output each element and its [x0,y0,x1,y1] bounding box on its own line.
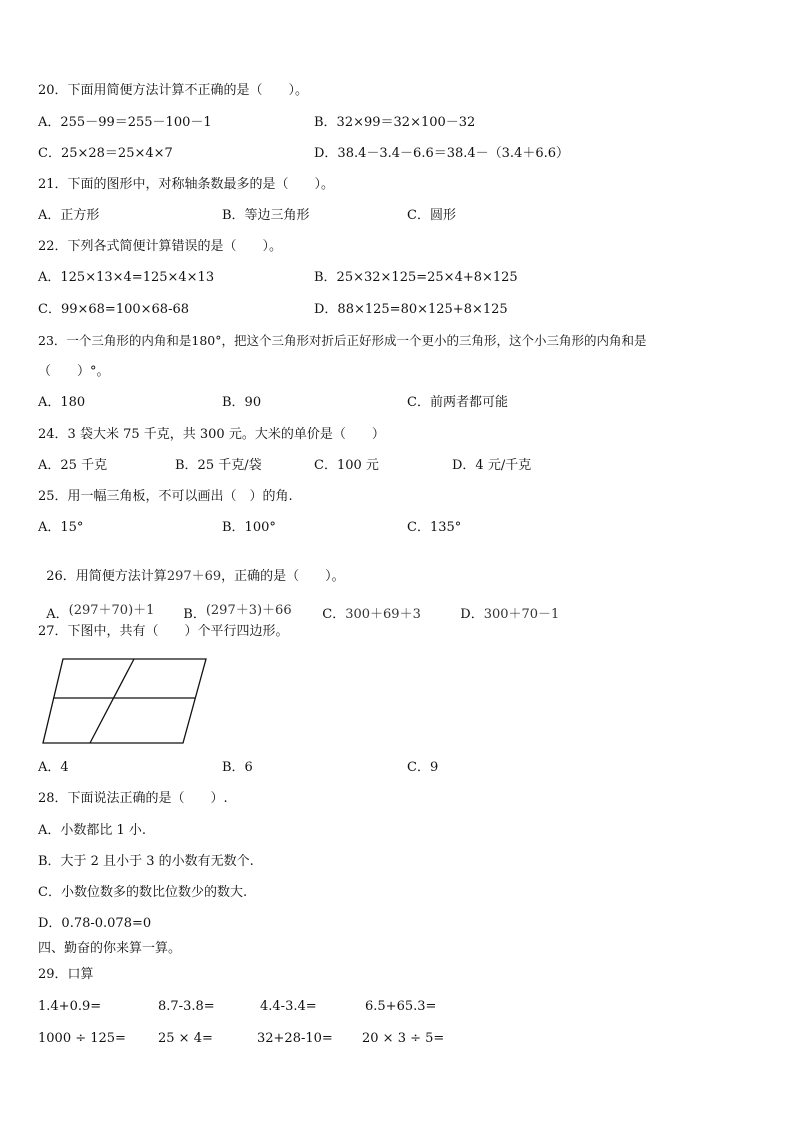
q29-item: 32+28-10= [257,1031,333,1046]
q28-option-a: A．小数都比 1 小. [38,823,147,838]
question-25-stem: 25．用一幅三角板，不可以画出（ ）的角. [38,489,293,504]
q28-option-c: C．小数位数多的数比位数少的数大. [38,885,248,900]
q26-option-d-expression: 300＋70－1 [483,607,560,622]
q29-item: 1000 ÷ 125= [38,1031,126,1046]
question-23-stem-line1: 23．一个三角形的内角和是180°，把这个三角形对折后正好形成一个更小的三角形，这个小三角形的内角和是 [38,333,647,348]
q22-option-a: A．125×13×4=125×4×13 [38,270,215,285]
q26-option-b-label: B． [183,607,206,622]
q29-item: 20 × 3 ÷ 5= [362,1031,445,1046]
q26-stem-expression: 297＋69 [166,569,222,584]
q22-option-d: D．88×125=80×125+8×125 [314,302,508,317]
q26-option-d-label: D． [460,607,484,622]
q29-item: 4.4-3.4= [260,999,317,1014]
q24-option-a: A．25 千克 [38,458,108,473]
q28-option-b: B．大于 2 且小于 3 的小数有无数个. [38,854,254,869]
q23-option-c: C．前两者都可能 [407,395,508,410]
q26-option-c-expression: 300＋69＋3 [345,607,421,622]
parallelogram-outline [43,659,206,743]
q29-item: 6.5+65.3= [365,999,437,1014]
q22-option-b: B．25×32×125=25×4+8×125 [314,270,518,285]
q25-option-c: C．135° [407,520,462,535]
q25-option-a: A．15° [38,520,84,535]
q26-stem-suffix: ，正确的是（ ）。 [221,569,345,584]
section-4-heading: 四、勤奋的你来算一算。 [38,941,182,956]
parallelogram-slanted-divider [90,659,134,743]
q24-option-b: B．25 千克/袋 [175,458,262,473]
q28-option-d: D．0.78-0.078=0 [38,916,152,931]
question-24-stem: 24．3 袋大米 75 千克，共 300 元。大米的单价是（ ） [38,427,385,442]
q26-option-c-label: C． [322,607,346,622]
q29-item: 1.4+0.9= [38,999,102,1014]
q27-option-c: C．9 [407,760,439,775]
q21-option-c: C．圆形 [407,208,456,223]
q26-option-a-expression: (297＋70)＋1 [68,603,155,618]
q20-option-c: C．25×28＝25×4×7 [38,146,173,161]
q26-option-d [452,588,559,624]
q29-item: 8.7-3.8= [158,999,215,1014]
question-20-stem: 20．下面用简便方法计算不正确的是（ ）。 [38,83,309,98]
q22-option-c: C．99×68=100×68-68 [38,302,189,317]
q26-option-b-expression: (297＋3)＋66 [205,603,292,618]
q27-option-a: A．4 [38,760,69,775]
q29-item: 25 × 4= [158,1031,213,1046]
question-27-stem: 27．下图中，共有（ ）个平行四边形。 [38,624,289,639]
question-23-stem-line2: （ ）°。 [38,364,110,379]
q26-stem-prefix: 26．用简便方法计算 [46,569,167,584]
q20-option-b: B．32×99＝32×100－32 [314,115,476,130]
question-21-stem: 21．下面的图形中，对称轴条数最多的是（ ）。 [38,177,335,192]
parallelogram-figure [40,655,210,747]
question-26-stem [38,550,345,586]
q26-option-a [38,588,154,624]
q20-option-d: D．38.4－3.4－6.6＝38.4－（3.4＋6.6） [314,146,570,161]
question-22-stem: 22．下列各式简便计算错误的是（ ）。 [38,239,283,254]
q23-option-a: A．180 [38,395,86,410]
question-28-stem: 28．下面说法正确的是（ ）. [38,791,228,806]
question-29-stem: 29．口算 [38,967,94,982]
q26-option-c [314,588,421,624]
q25-option-b: B．100° [222,520,276,535]
q20-option-a: A．255－99＝255－100－1 [38,115,212,130]
q21-option-a: A．正方形 [38,208,100,223]
q27-option-b: B．6 [222,760,253,775]
q23-option-b: B．90 [222,395,262,410]
q21-option-b: B．等边三角形 [222,208,310,223]
q24-option-d: D．4 元/千克 [452,458,532,473]
q26-option-a-label: A． [46,607,69,622]
q24-option-c: C．100 元 [314,458,379,473]
q26-option-b [175,588,292,624]
